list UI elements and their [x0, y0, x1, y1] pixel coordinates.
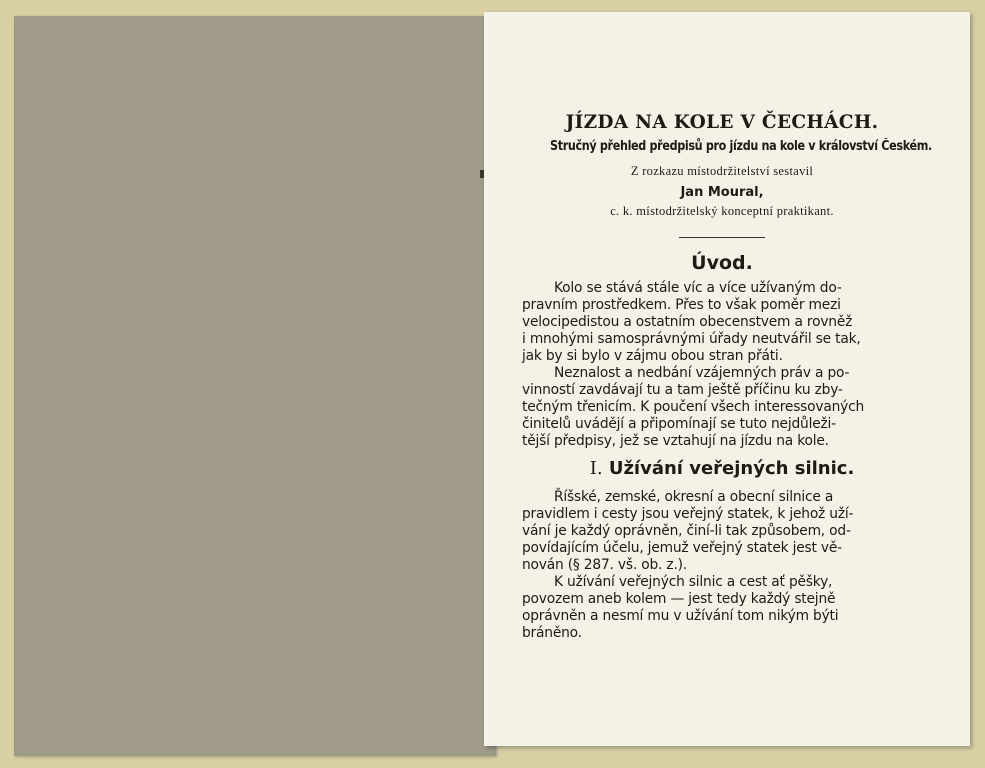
text-line: tější předpisy, jež se vztahují na jízdu na kole.	[522, 433, 829, 449]
intro-paragraph-1	[522, 280, 922, 365]
text-line: bráněno.	[522, 625, 582, 641]
author-name: Jan Moural,	[680, 185, 764, 200]
page-content	[522, 112, 932, 642]
section-1-heading	[522, 458, 922, 479]
text-line: Neznalost a nedbání vzájemných práv a po-	[554, 365, 850, 381]
left-page-blank	[14, 16, 496, 756]
text-line: vání je každý oprávněn, činí-li tak způsobem, od-	[522, 523, 851, 539]
intro-paragraph-2	[522, 365, 922, 450]
text-line: vinností zavdávají tu a tam ještě příčinu ku zby-	[522, 382, 843, 398]
intro-heading: Úvod.	[691, 252, 753, 274]
document-subtitle: Stručný přehled předpisů pro jízdu na kole v království Českém.	[550, 139, 932, 154]
document-title: JÍZDA NA KOLE V ČECHÁCH.	[565, 112, 879, 133]
text-line: nován (§ 287. vš. ob. z.).	[522, 557, 687, 573]
text-line: i mnohými samosprávnými úřady neutvářil se tak,	[522, 331, 861, 347]
text-line: velocipedistou a ostatním obecenstvem a rovněž	[522, 314, 853, 330]
section-number: I.	[589, 458, 603, 479]
text-line: povozem aneb kolem — jest tedy každý stejně	[522, 591, 836, 607]
divider-rule	[679, 237, 765, 238]
author-position: c. k. místodržitelský konceptní praktikant.	[610, 204, 834, 218]
text-line: pravním prostředkem. Přes to však poměr mezi	[522, 297, 841, 313]
text-line: K užívání veřejných silnic a cest ať pěšky,	[554, 574, 833, 590]
text-line: pravidlem i cesty jsou veřejný statek, k jehož uží-	[522, 506, 854, 522]
text-line: činitelů uvádějí a připomínají se tuto nejdůleži-	[522, 416, 836, 432]
section-1-paragraph-2	[522, 574, 922, 642]
byline: Z rozkazu místodržitelství sestavil	[630, 164, 814, 178]
text-line: oprávněn a nesmí mu v užívání tom nikým býti	[522, 608, 839, 624]
text-line: jak by si bylo v zájmu obou stran přáti.	[522, 348, 783, 364]
text-line: tečným třenicím. K poučení všech interessovaných	[522, 399, 865, 415]
text-line: povídajícím účelu, jemuž veřejný statek jest vě-	[522, 540, 842, 556]
text-line: Kolo se stává stále víc a více užívaným do-	[554, 280, 842, 296]
section-1-paragraph-1	[522, 489, 922, 574]
binding-mark	[480, 170, 484, 178]
text-line: Říšské, zemské, okresní a obecní silnice a	[554, 489, 834, 505]
section-title: Užívání veřejných silnic.	[608, 458, 855, 479]
right-page	[484, 12, 970, 746]
